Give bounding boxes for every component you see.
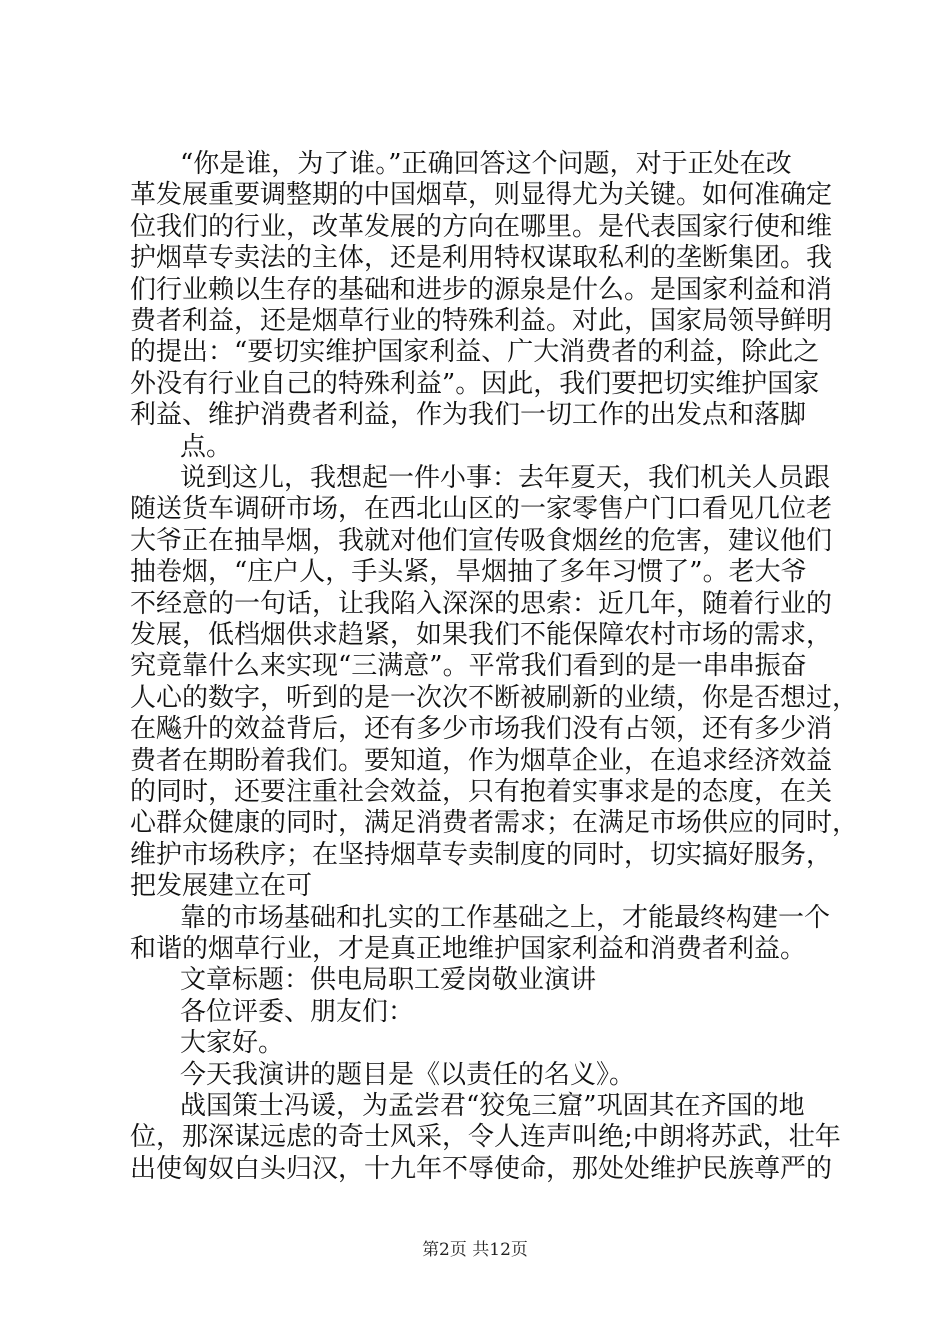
text-line: 们行业赖以生存的基础和进步的源泉是什么。是国家利益和消 bbox=[130, 274, 833, 305]
text-line: 外没有行业自己的特殊利益”。因此，我们要把切实维护国家 bbox=[130, 368, 820, 399]
text-line: 在飚升的效益背后，还有多少市场我们没有占领，还有多少消 bbox=[130, 714, 833, 745]
text-line: 心群众健康的同时，满足消费者需求；在满足市场供应的同时， bbox=[130, 808, 859, 839]
text-line: 说到这儿，我想起一件小事：去年夏天，我们机关人员跟 bbox=[180, 463, 831, 493]
text-line: “你是谁，为了谁。”正确回答这个问题，对于正处在改 bbox=[180, 149, 792, 179]
text-line: 人心的数字，听到的是一次次不断被刷新的业绩，你是否想过， bbox=[130, 682, 859, 713]
text-line: 究竟靠什么来实现“三满意”。平常我们看到的是一串串振奋 bbox=[130, 651, 807, 682]
text-line: 把发展建立在可 bbox=[130, 871, 313, 902]
text-line: 的提出：“要切实维护国家利益、广大消费者的利益，除此之 bbox=[130, 337, 820, 368]
text-line: 抽卷烟，“庄户人，手头紧，旱烟抽了多年习惯了”。老大爷 bbox=[130, 557, 807, 588]
text-line: 战国策士冯谖，为孟尝君“狡兔三窟”巩固其在齐国的地 bbox=[180, 1091, 805, 1121]
text-line: 靠的市场基础和扎实的工作基础之上，才能最终构建一个 bbox=[180, 902, 831, 933]
text-line: 随送货车调研市场，在西北山区的一家零售户门口看见几位老 bbox=[130, 494, 833, 525]
text-line: 位我们的行业，改革发展的方向在哪里。是代表国家行使和维 bbox=[130, 211, 833, 242]
text-line: 今天我演讲的题目是《以责任的名义》。 bbox=[180, 1059, 636, 1090]
text-line: 发展，低档烟供求趋紧，如果我们不能保障农村市场的需求， bbox=[130, 620, 833, 650]
text-line: 护烟草专卖法的主体，还是利用特权谋取私利的垄断集团。我 bbox=[130, 243, 833, 274]
text-line: 费者在期盼着我们。要知道，作为烟草企业，在追求经济效益 bbox=[130, 745, 833, 776]
article-title-line: 文章标题：供电局职工爱岗敬业演讲 bbox=[180, 965, 597, 996]
text-line: 大爷正在抽旱烟，我就对他们宣传吸食烟丝的危害，建议他们 bbox=[130, 525, 833, 556]
text-line: 大家好。 bbox=[180, 1028, 285, 1059]
text-line: 不经意的一句话，让我陷入深深的思索：近几年，随着行业的 bbox=[130, 588, 833, 619]
text-line: 点。 bbox=[180, 431, 233, 462]
text-line: 维护市场秩序；在坚持烟草专卖制度的同时，切实搞好服务， bbox=[130, 839, 833, 870]
text-line: 革发展重要调整期的中国烟草，则显得尤为关键。如何准确定 bbox=[130, 180, 833, 211]
text-line: 利益、维护消费者利益，作为我们一切工作的出发点和落脚 bbox=[130, 400, 807, 431]
text-line: 各位评委、朋友们： bbox=[180, 996, 415, 1027]
text-line: 的同时，还要注重社会效益，只有抱着实事求是的态度，在关 bbox=[130, 777, 833, 807]
text-line: 出使匈奴白头归汉，十九年不辱使命，那处处维护民族尊严的 bbox=[130, 1153, 833, 1184]
text-line: 位，那深谋远虑的奇士风采，令人连声叫绝;中朗将苏武，壮年 bbox=[130, 1122, 841, 1153]
text-line: 费者利益，还是烟草行业的特殊利益。对此，国家局领导鲜明 bbox=[130, 306, 833, 336]
text-line: 和谐的烟草行业，才是真正地维护国家利益和消费者利益。 bbox=[130, 934, 807, 964]
page-footer: 第2页 共12页 bbox=[422, 1240, 528, 1260]
